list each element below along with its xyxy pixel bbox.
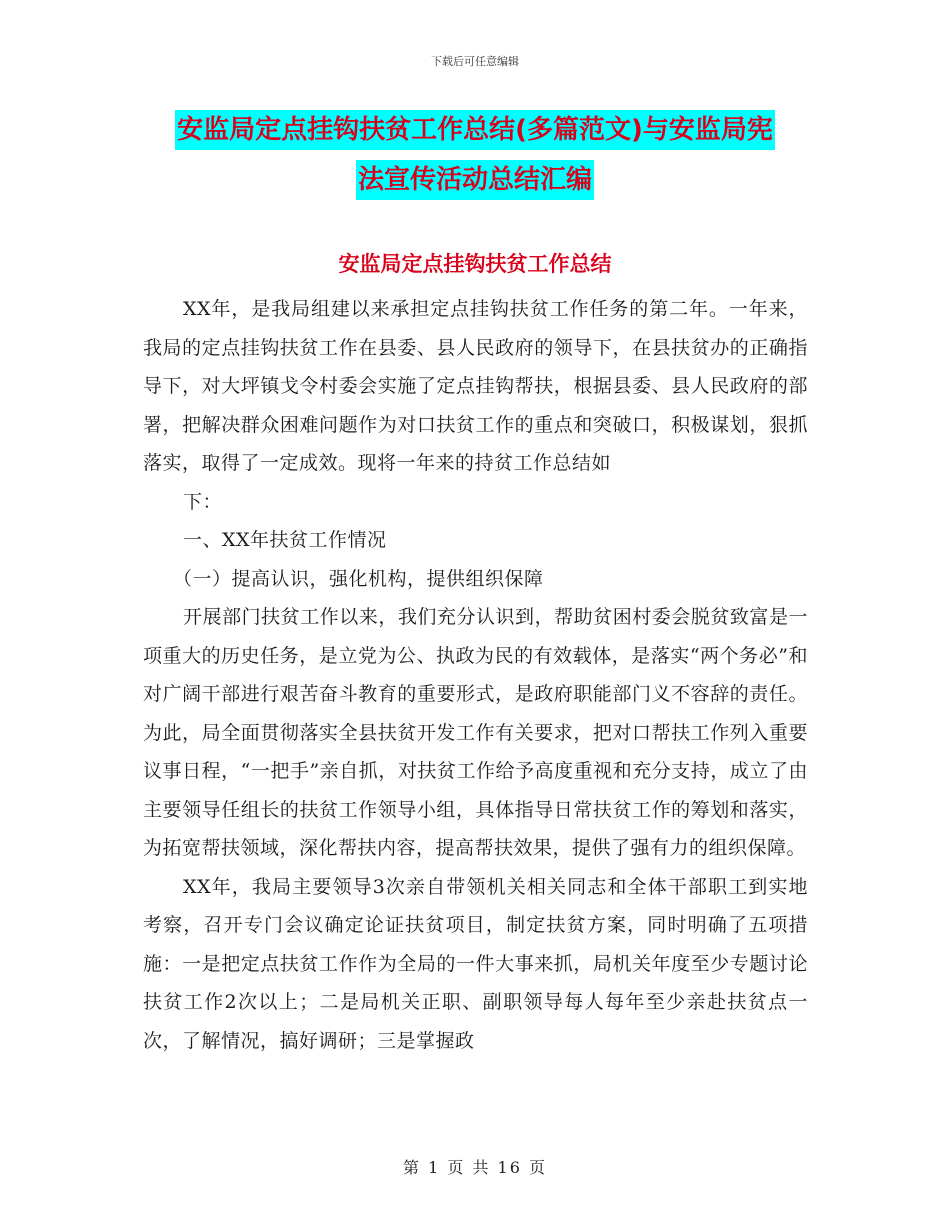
paragraph-intro: XX年，是我局组建以来承担定点挂钩扶贫工作任务的第二年。一年来，我局的定点挂钩扶贫工作在县委、县人民政府的领导下，在县扶贫办的正确指导下，对大坪镇戈令村委会实施了定点挂钩帮扶，根据县委、县人民政府的部署，把解决群众困难问题作为对口扶贫工作的重点和突破口，积极谋划，狠抓落实，取得了一定成效。现将一年来的持贫工作总结如 — [143, 298, 808, 474]
paragraph-intro-cont: 下： — [183, 490, 223, 513]
heading-section-1: 一、XX年扶贫工作情况 — [183, 529, 387, 551]
document-body — [143, 290, 808, 1060]
page-header-note: 下载后可任意编辑 — [431, 55, 519, 68]
title-line-1: 安监局定点挂钩扶贫工作总结(多篇范文)与安监局宪 — [175, 110, 775, 150]
paragraph-body-1: 开展部门扶贫工作以来，我们充分认识到，帮助贫困村委会脱贫致富是一项重大的历史任务，是立党为公、执政为民的有效载体，是落实“两个务必”和对广阔干部进行艰苦奋斗教育的重要形式，是政府职能部门义不容辞的责任。为此，局全面贯彻落实全县扶贫开发工作有关要求，把对口帮扶工作列入重要议事日程，“一把手”亲自抓，对扶贫工作给予高度重视和充分支持，成立了由主要领导任组长的扶贫工作领导小组，具体指导日常扶贫工作的筹划和落实，为拓宽帮扶领域，深化帮扶内容，提高帮扶效果，提供了强有力的组织保障。 — [143, 606, 808, 859]
section-title: 安监局定点挂钩扶贫工作总结 — [338, 252, 612, 276]
heading-subsection-1: （一）提高认识，强化机构，提供组织保障 — [173, 567, 544, 590]
paragraph-body-2: XX年，我局主要领导3次亲自带领机关相关同志和全体干部职工到实地考察，召开专门会议确定论证扶贫项目，制定扶贫方案，同时明确了五项措施：一是把定点扶贫工作作为全局的一件大事来抓，局机关年度至少专题讨论扶贫工作2次以上；二是局机关正职、副职领导每人每年至少亲赴扶贫点一次，了解情况，搞好调研；三是掌握政 — [143, 875, 808, 1052]
title-line-2: 法宣传活动总结汇编 — [356, 160, 594, 200]
document-title — [145, 110, 805, 210]
page-number: 第 1 页 共 16 页 — [403, 1158, 547, 1177]
